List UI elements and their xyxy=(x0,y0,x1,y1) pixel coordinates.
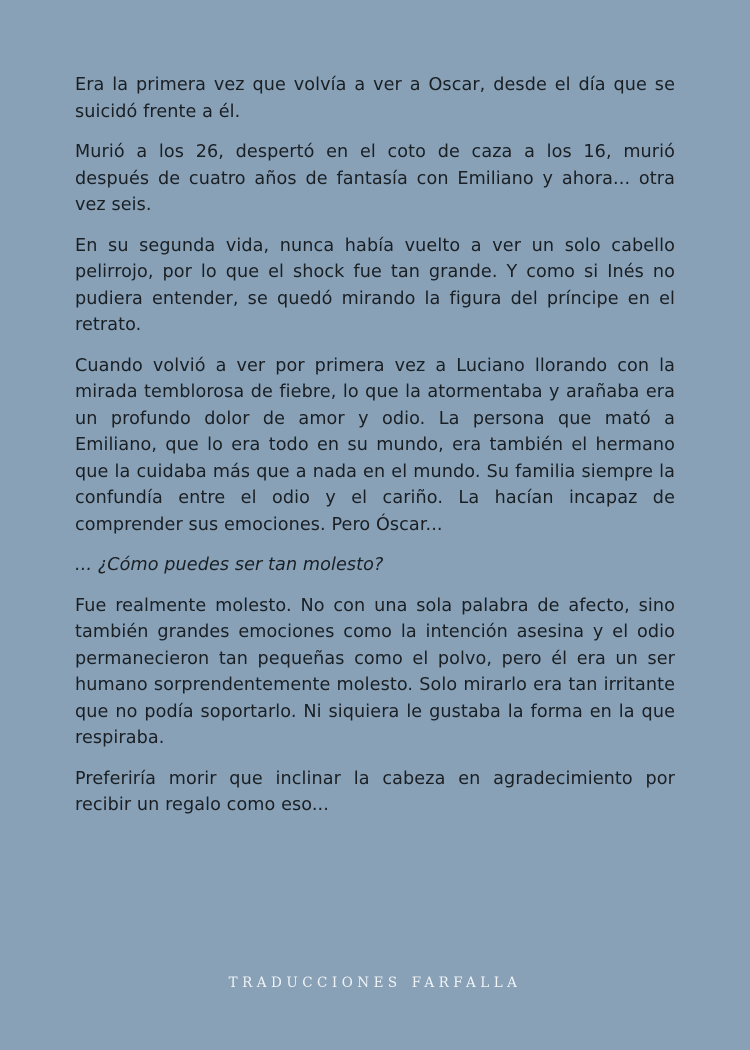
paragraph: Cuando volvió a ver por primera vez a Luciano llorando con la mirada temblorosa de fiebre, lo que la atormentaba y arañaba era un profundo dolor de amor y odio. La persona que mató a Emiliano, que lo era todo en su mundo, era también el hermano que la cuidaba más que a nada en el mundo. Su familia siempre la confundía entre el odio y el cariño. La hacían incapaz de comprender sus emociones. Pero Óscar... xyxy=(75,355,675,535)
italic-dialogue-paragraph: ... ¿Cómo puedes ser tan molesto? xyxy=(75,555,384,575)
paragraph: Preferiría morir que inclinar la cabeza en agradecimiento por recibir un regalo como eso... xyxy=(75,768,675,815)
footer-word-farfalla: FARFALLA xyxy=(411,975,522,991)
footer-credit xyxy=(0,975,750,991)
paragraph: En su segunda vida, nunca había vuelto a ver un solo cabello pelirrojo, por lo que el shock fue tan grande. Y como si Inés no pudiera entender, se quedó mirando la figura del príncipe en el retrato. xyxy=(75,235,675,335)
paragraph: Fue realmente molesto. No con una sola palabra de afecto, sino también grandes emociones como la intención asesina y el odio permanecieron tan pequeñas como el polvo, pero él era un ser humano sorprendentemente molesto. Solo mirarlo era tan irritante que no podía soportarlo. Ni siquiera le gustaba la forma en la que respiraba. xyxy=(75,595,675,748)
page-body xyxy=(75,72,675,833)
paragraph: Era la primera vez que volvía a ver a Oscar, desde el día que se suicidó frente a él. xyxy=(75,75,675,122)
paragraph: Murió a los 26, despertó en el coto de caza a los 16, murió después de cuatro años de fantasía con Emiliano y ahora... otra vez seis. xyxy=(75,142,675,215)
footer-word-translations: TRADUCCIONES xyxy=(228,975,402,991)
